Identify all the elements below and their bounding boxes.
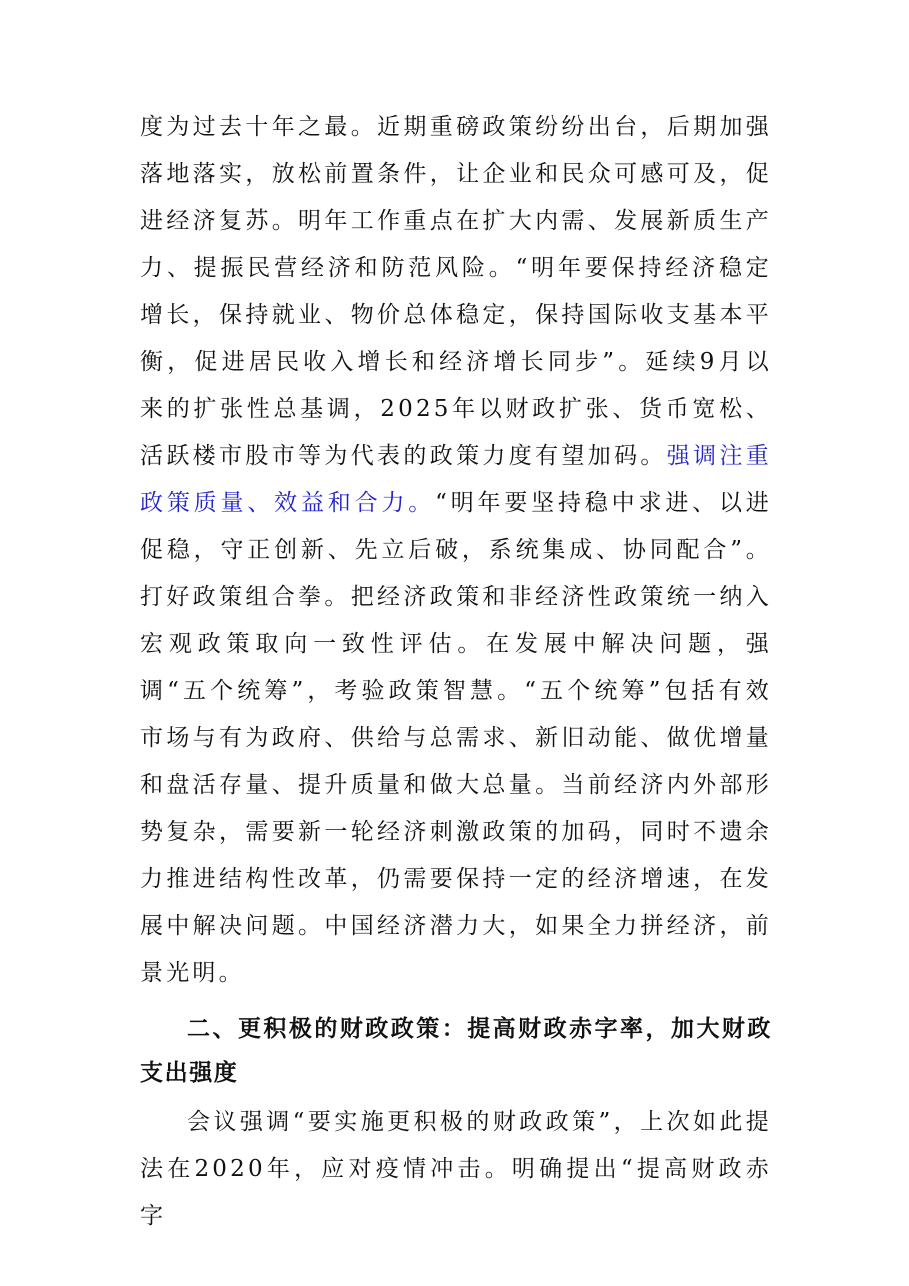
body-paragraph-2: 会议强调“要实施更积极的财政政策”，上次如此提法在2020年，应对疫情冲击。明确提出“提高财政赤字 <box>140 1109 772 1229</box>
body-paragraph <box>140 104 772 997</box>
document-body <box>140 104 772 1240</box>
paragraph-text: 度为过去十年之最。近期重磅政策纷纷出台，后期加强落地落实，放松前置条件，让企业和民众可感可及，促进经济复苏。明年工作重点在扩大内需、发展新质生产力、提振民营经济和防范风险。“明年要保持经济稳定增长，保持就业、物价总体稳定，保持国际收支基本平衡，促进居民收入增长和经济增长同步”。延续9月以来的扩张性总基调，2025年以财政扩张、货币宽松、活跃楼市股市等为代表的政策力度有望加码。 <box>140 114 772 469</box>
paragraph-text-continued: “明年要坚持稳中求进、以进促稳，守正创新、先立后破，系统集成、协同配合”。打好政策组合拳。把经济政策和非经济性政策统一纳入宏观政策取向一致性评估。在发展中解决问题，强调“五个统筹”，考验政策智慧。“五个统筹”包括有效市场与有为政府、供给与总需求、新旧动能、做优增量和盘活存量、提升质量和做大总量。当前经济内外部形势复杂，需要新一轮经济刺激政策的加码，同时不遗余力推进结构性改革，仍需要保持一定的经济增速，在发展中解决问题。中国经济潜力大，如果全力拼经济，前景光明。 <box>140 490 773 986</box>
highlighted-text: 强调注重政策质量、效益和合力。 <box>140 443 772 516</box>
section-heading: 二、更积极的财政政策：提高财政赤字率，加大财政支出强度 <box>140 1016 772 1086</box>
